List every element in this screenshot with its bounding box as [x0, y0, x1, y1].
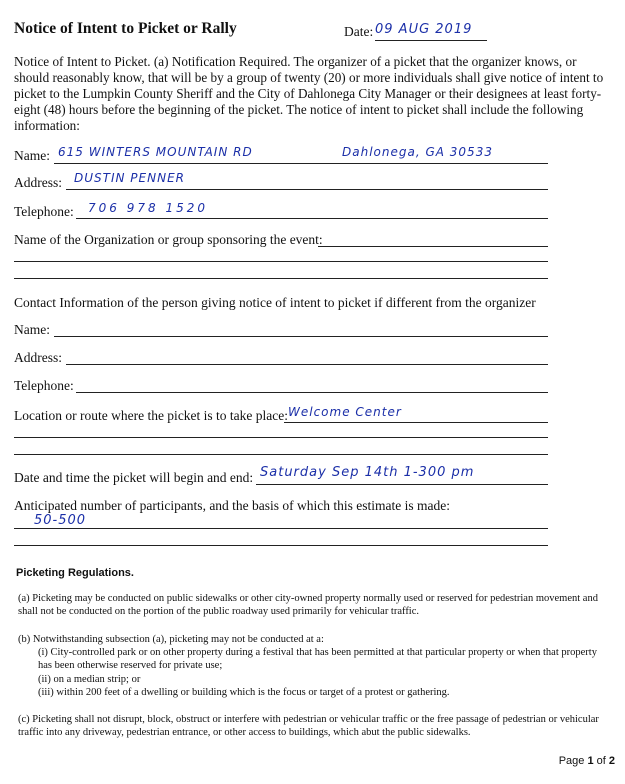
date-value[interactable]: 09 AUG 2019	[375, 22, 473, 37]
location-value[interactable]: Welcome Center	[288, 405, 402, 419]
location-line-3	[14, 454, 548, 455]
page-number: Page 1 of 2	[558, 755, 615, 767]
name-value-city[interactable]: Dahlonega, GA 30533	[342, 145, 493, 159]
datetime-value[interactable]: Saturday Sep 14th 1-300 pm	[260, 465, 475, 480]
regulation-a: (a) Picketing may be conducted on public sidewalks or other city-owned property normally used or reserved for pedestrian movement and shall not be conducted on the portion of the public roadway used primarily for vehicular traffic.	[18, 593, 598, 617]
date-label: Date:	[344, 24, 374, 39]
participants-line-2	[14, 545, 548, 546]
contact-telephone-label: Telephone:	[14, 378, 74, 393]
telephone-underline	[76, 218, 548, 219]
organization-line-3	[14, 278, 548, 279]
regulation-b-intro: (b) Notwithstanding subsection (a), picketing may not be conducted at a:	[18, 634, 324, 645]
regulations-title: Picketing Regulations.	[16, 567, 134, 579]
regulation-b-iii: (iii) within 200 feet of a dwelling or building which is the focus or target of a protest or gathering.	[38, 687, 450, 698]
participants-underline	[14, 528, 548, 529]
contact-name-field[interactable]	[54, 336, 548, 337]
telephone-value[interactable]: 706 978 1520	[88, 201, 208, 215]
location-label: Location or route where the picket is to take place:	[14, 408, 289, 423]
date-underline	[375, 40, 487, 41]
contact-telephone-field[interactable]	[76, 392, 548, 393]
participants-label: Anticipated number of participants, and the basis of which this estimate is made:	[14, 498, 451, 513]
participants-value[interactable]: 50-500	[34, 513, 87, 528]
name-value-street[interactable]: 615 WINTERS MOUNTAIN RD	[58, 145, 253, 159]
intro-paragraph: Notice of Intent to Picket. (a) Notification Required. The organizer of a picket that the organizer knows, or should reasonably know, that will be by a group of twenty (20) or more individuals shall give notice of intent to picket to the Lumpkin County Sheriff and the City of Dahlonega City Manager or their designees at least forty-eight (48) hours before the beginning of the picket. The notice of intent to picket shall include the following information:	[14, 54, 604, 133]
address-label: Address:	[14, 175, 62, 190]
contact-address-field[interactable]	[66, 364, 548, 365]
datetime-label: Date and time the picket will begin and end:	[14, 470, 254, 485]
regulation-b-ii: (ii) on a median strip; or	[38, 674, 141, 685]
regulation-c: (c) Picketing shall not disrupt, block, obstruct or interfere with pedestrian or vehicular traffic or the free passage of pedestrian or vehicular traffic into any driveway, pedestrian entrance, or other access to buildings, which abut the public sidewalks.	[18, 714, 599, 738]
contact-address-label: Address:	[14, 350, 62, 365]
organization-line-2	[14, 261, 548, 262]
name-underline	[54, 163, 548, 164]
location-line-2	[14, 437, 548, 438]
telephone-label: Telephone:	[14, 204, 74, 219]
contact-name-label: Name:	[14, 322, 50, 337]
address-value[interactable]: DUSTIN PENNER	[74, 171, 185, 185]
contact-heading: Contact Information of the person giving notice of intent to picket if different from the organizer	[14, 295, 536, 310]
regulation-b-i: (i) City-controlled park or on other property during a festival that has been permitted at that particular property or when that property has been otherwise reserved for private use;	[38, 647, 597, 671]
name-label: Name:	[14, 148, 50, 163]
organization-label: Name of the Organization or group sponsoring the event:	[14, 232, 323, 247]
organization-underline	[318, 246, 548, 247]
location-underline	[284, 422, 548, 423]
page-title: Notice of Intent to Picket or Rally	[14, 20, 237, 37]
address-underline	[66, 189, 548, 190]
datetime-underline	[256, 484, 548, 485]
